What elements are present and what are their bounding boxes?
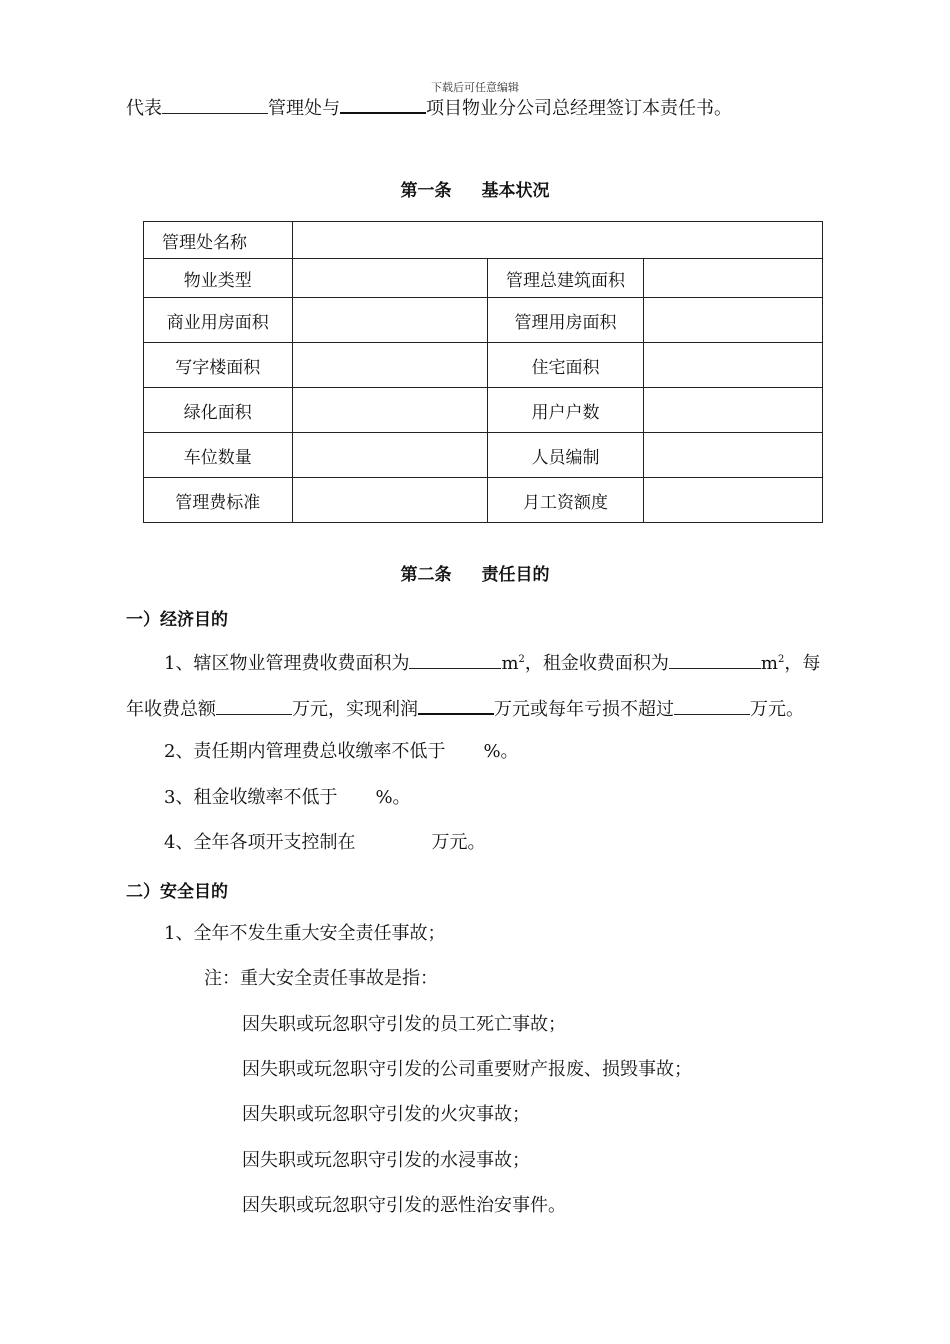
table-row	[144, 478, 823, 523]
blank-fee-area	[409, 650, 501, 669]
unit-m: m	[760, 653, 778, 674]
table-cell	[644, 298, 823, 343]
intro-text-2: 管理处与	[268, 98, 340, 119]
economic-item-3-text: 3、租金收缴率不低于	[164, 787, 338, 808]
safety-item-1: 1、全年不发生重大安全责任事故；	[164, 923, 446, 944]
economic-item-3	[164, 786, 411, 810]
economic-item-1-text: 1、辖区物业管理费收费面积为	[164, 653, 410, 674]
economic-item-4-unit: 万元。	[431, 832, 486, 853]
table-label: 物业类型	[144, 259, 293, 298]
table-cell	[292, 343, 487, 388]
list-item: 因失职或玩忽职守引发的恶性治安事件。	[242, 1195, 566, 1216]
table-cell	[644, 259, 823, 298]
unit-superscript: 2	[777, 654, 785, 665]
economic-item-4	[164, 831, 485, 855]
table-label: 用户户数	[487, 388, 644, 433]
table-label: 商业用房面积	[144, 298, 293, 343]
unit-superscript: 2	[518, 654, 525, 665]
intro-text-1: 代表	[126, 98, 162, 119]
blank-loss	[674, 696, 750, 715]
section-safety-heading: 二）安全目的	[126, 882, 228, 902]
table-cell	[644, 478, 823, 523]
table-label: 管理费标准	[144, 478, 293, 523]
annual-total-label: 年收费总额	[126, 699, 216, 720]
intro-line	[126, 94, 732, 121]
table-label: 月工资额度	[487, 478, 644, 523]
section-economic-heading: 一）经济目的	[126, 610, 228, 630]
economic-item-1-line-1	[164, 650, 820, 676]
table-label: 车位数量	[144, 433, 293, 478]
table-cell	[292, 259, 487, 298]
table-cell-management-office-name	[292, 222, 822, 259]
table-label-management-office-name: 管理处名称	[144, 222, 293, 259]
article-2-number: 第二条	[400, 565, 452, 585]
table-cell	[292, 478, 487, 523]
economic-item-1-line-2	[126, 695, 804, 722]
economic-item-3-percent: %。	[375, 787, 411, 808]
economic-item-2-percent: %。	[483, 741, 519, 762]
table-cell	[292, 433, 487, 478]
table-label: 管理总建筑面积	[487, 259, 644, 298]
table-label: 管理用房面积	[487, 298, 644, 343]
economic-item-4-text: 4、全年各项开支控制在	[164, 832, 356, 853]
economic-item-1-each: ，每	[784, 653, 821, 674]
safety-note: 注：重大安全责任事故是指：	[204, 968, 438, 989]
article-1-number: 第一条	[400, 181, 452, 201]
blank-profit	[418, 695, 494, 715]
loss-label: 万元或每年亏损不超过	[494, 699, 674, 720]
unit-wan-yuan: 万元。	[750, 699, 804, 720]
table-cell	[644, 343, 823, 388]
table-label: 住宅面积	[487, 343, 644, 388]
list-item: 因失职或玩忽职守引发的公司重要财产报废、损毁事故；	[242, 1059, 692, 1080]
table-row	[144, 433, 823, 478]
list-item: 因失职或玩忽职守引发的员工死亡事故；	[242, 1014, 566, 1035]
blank-annual-total	[216, 696, 292, 715]
article-1-heading	[0, 176, 950, 201]
table-cell	[644, 433, 823, 478]
table-row	[144, 343, 823, 388]
header-note: 下载后可任意编辑	[431, 81, 519, 94]
table-cell	[644, 388, 823, 433]
profit-label: 万元，实现利润	[292, 699, 418, 720]
intro-text-3: 项目物业分公司总经理签订本责任书。	[426, 98, 732, 119]
unit-m: m	[501, 653, 519, 674]
list-item: 因失职或玩忽职守引发的火灾事故；	[242, 1104, 530, 1125]
article-2-heading	[0, 560, 950, 585]
article-2-title: 责任目的	[481, 565, 550, 585]
table-row	[144, 298, 823, 343]
table-row	[144, 259, 823, 298]
list-item: 因失职或玩忽职守引发的水浸事故；	[242, 1150, 530, 1171]
economic-item-1-rent-text: ，租金收费面积为	[524, 653, 669, 674]
article-1-title: 基本状况	[481, 181, 550, 201]
economic-item-2-text: 2、责任期内管理费总收缴率不低于	[164, 741, 446, 762]
table-row	[144, 388, 823, 433]
table-row	[144, 222, 823, 259]
table-label: 人员编制	[487, 433, 644, 478]
table-label: 写字楼面积	[144, 343, 293, 388]
table-cell	[292, 298, 487, 343]
economic-item-2	[164, 740, 519, 764]
blank-rent-area	[669, 650, 761, 669]
basic-info-table	[143, 221, 823, 523]
blank-project	[340, 94, 426, 114]
table-label: 绿化面积	[144, 388, 293, 433]
blank-representative	[162, 95, 268, 114]
table-cell	[292, 388, 487, 433]
